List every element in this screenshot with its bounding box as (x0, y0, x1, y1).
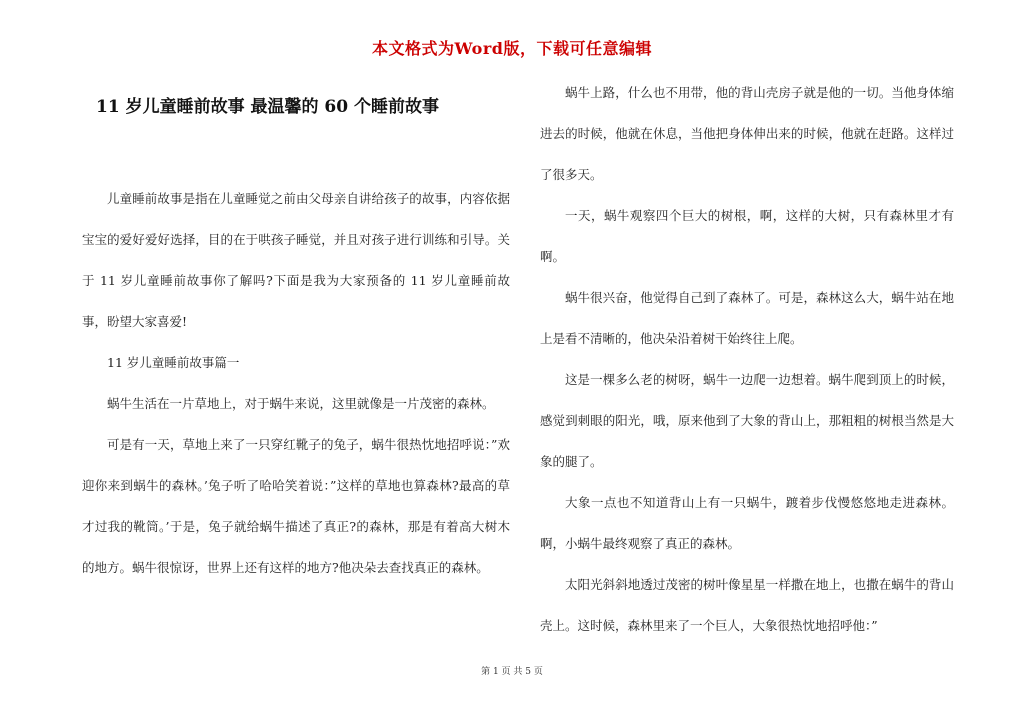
right-column (540, 72, 954, 646)
story-paragraph: 可是有一天，草地上来了一只穿红靴子的兔子，蜗牛很热忱地招呼说：”欢迎你来到蜗牛的森林。’兔子听了哈哈笑着说：”这样的草地也算森林?最高的草才过我的靴筒。’于是，兔子就给蜗牛描述了真正?的森林，那是有着高大树木的地方。蜗牛很惊讶，世界上还有这样的地方?他决朵去查找真正的森林。 (82, 437, 510, 575)
story-paragraph: 大象一点也不知道背山上有一只蜗牛，踱着步伐慢悠悠地走进森林。啊，小蜗牛最终观察了真正的森林。 (540, 495, 954, 551)
download-banner: 本文格式为Word版，下载可任意编辑 (372, 39, 652, 58)
story-paragraph: 蜗牛生活在一片草地上，对于蜗牛来说，这里就像是一片茂密的森林。 (107, 396, 495, 411)
page-number: 第 1 页 共 5 页 (481, 667, 543, 677)
story-paragraph: 太阳光斜斜地透过茂密的树叶像星星一样撒在地上，也撒在蜗牛的背山壳上。这时候，森林里来了一个巨人，大象很热忱地招呼他：” (540, 577, 954, 633)
left-column (82, 178, 510, 588)
story-paragraph: 一天，蜗牛观察四个巨大的树根，啊，这样的大树，只有森林里才有啊。 (540, 208, 954, 264)
section-heading: 11 岁儿童睡前故事篇一 (107, 355, 240, 370)
story-paragraph: 蜗牛很兴奋，他觉得自己到了森林了。可是，森林这么大，蜗牛站在地上是看不清晰的，他决朵沿着树干始终往上爬。 (540, 290, 954, 346)
intro-paragraph: 儿童睡前故事是指在儿童睡觉之前由父母亲自讲给孩子的故事，内容依据宝宝的爱好爱好选择，目的在于哄孩子睡觉，并且对孩子进行训练和引导。关于 11 岁儿童睡前故事你了解吗?下面是我为大家预备的 11 岁儿童睡前故事，盼望大家喜爱! (82, 191, 510, 329)
document-title: 11 岁儿童睡前故事 最温馨的 60 个睡前故事 (96, 97, 439, 117)
story-paragraph: 蜗牛上路，什么也不用带，他的背山壳房子就是他的一切。当他身体缩进去的时候，他就在休息，当他把身体伸出来的时候，他就在赶路。这样过了很多天。 (540, 85, 954, 182)
story-paragraph: 这是一棵多么老的树呀，蜗牛一边爬一边想着。蜗牛爬到顶上的时候，感觉到刺眼的阳光，哦，原来他到了大象的背山上，那粗粗的树根当然是大象的腿了。 (540, 372, 954, 469)
